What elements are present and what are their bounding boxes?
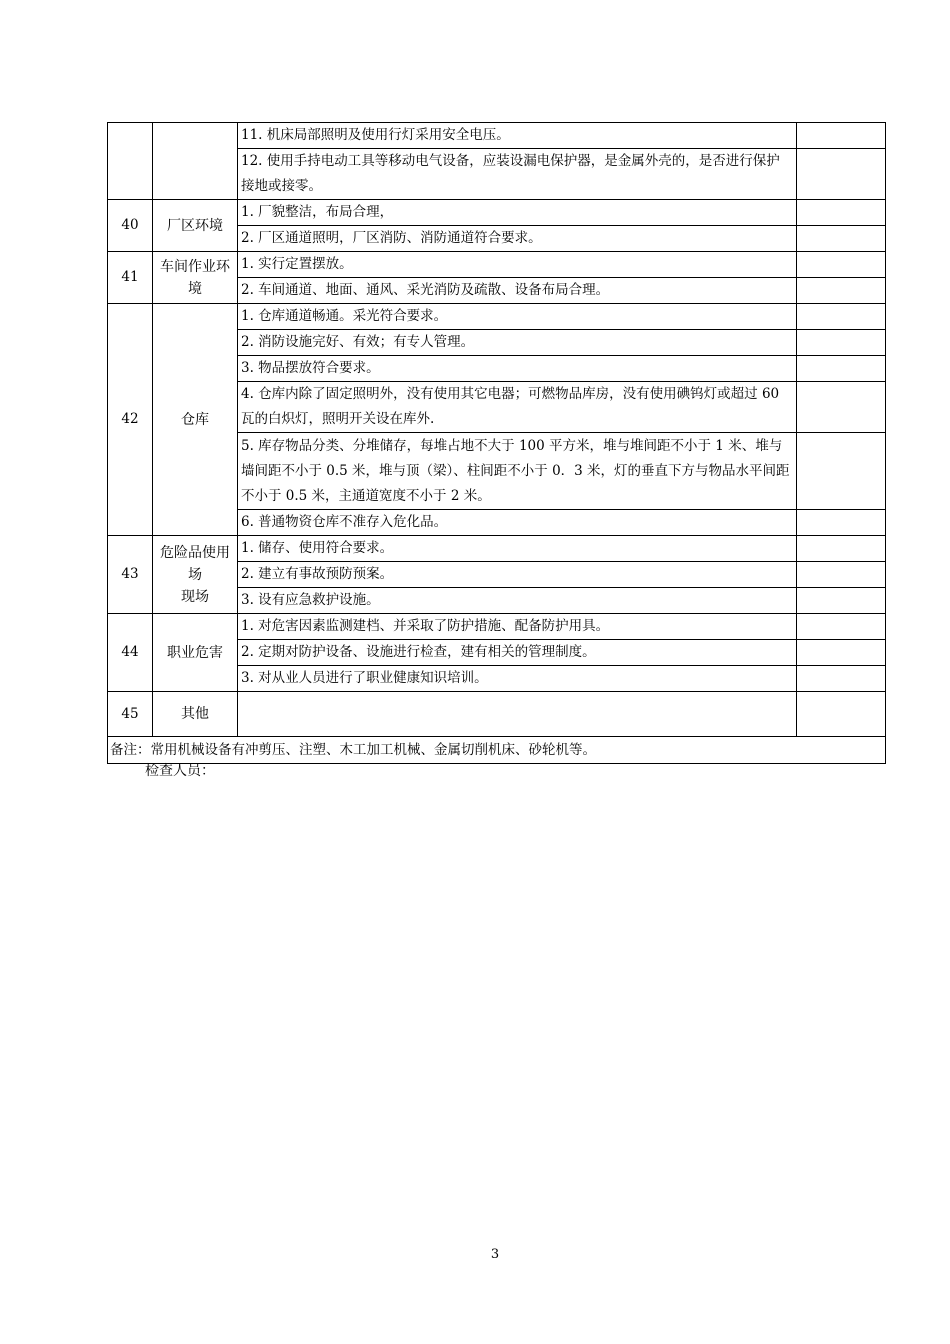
- table-row: [108, 304, 886, 330]
- table-row: [108, 614, 886, 640]
- row-number: 44: [108, 614, 153, 692]
- row-number: 43: [108, 536, 153, 614]
- check-item: 1. 储存、使用符合要求。: [238, 536, 797, 562]
- result-cell[interactable]: [797, 614, 886, 640]
- table-row: [108, 200, 886, 226]
- check-item: 1. 仓库通道畅通。采光符合要求。: [238, 304, 797, 330]
- check-item: 4. 仓库内除了固定照明外，没有使用其它电器；可燃物品库房，没有使用碘钨灯或超过 60 瓦的白炽灯，照明开关设在库外.: [238, 382, 797, 433]
- row-number: 45: [108, 692, 153, 737]
- result-cell[interactable]: [797, 588, 886, 614]
- result-cell[interactable]: [797, 640, 886, 666]
- check-item: 2. 消防设施完好、有效；有专人管理。: [238, 330, 797, 356]
- result-cell[interactable]: [797, 692, 886, 737]
- row-category: [153, 123, 238, 200]
- row-number: 41: [108, 252, 153, 304]
- result-cell[interactable]: [797, 562, 886, 588]
- check-item: 1. 对危害因素监测建档、并采取了防护措施、配备防护用具。: [238, 614, 797, 640]
- result-cell[interactable]: [797, 278, 886, 304]
- check-item: 3. 物品摆放符合要求。: [238, 356, 797, 382]
- check-item: 1. 实行定置摆放。: [238, 252, 797, 278]
- result-cell[interactable]: [797, 226, 886, 252]
- row-category: [153, 536, 238, 614]
- check-item: 2. 建立有事故预防预案。: [238, 562, 797, 588]
- note-row: [108, 737, 886, 764]
- page-number: 3: [490, 1247, 500, 1262]
- note-text: 备注：常用机械设备有冲剪压、注塑、木工加工机械、金属切削机床、砂轮机等。: [108, 737, 886, 764]
- check-item: 2. 定期对防护设备、设施进行检查，建有相关的管理制度。: [238, 640, 797, 666]
- check-item: 11. 机床局部照明及使用行灯采用安全电压。: [238, 123, 797, 149]
- result-cell[interactable]: [797, 149, 886, 200]
- row-category: 厂区环境: [153, 200, 238, 252]
- row-number: 40: [108, 200, 153, 252]
- result-cell[interactable]: [797, 666, 886, 692]
- result-cell[interactable]: [797, 382, 886, 433]
- result-cell[interactable]: [797, 433, 886, 510]
- check-item: 3. 设有应急救护设施。: [238, 588, 797, 614]
- check-item: 12. 使用手持电动工具等移动电气设备，应装设漏电保护器，是金属外壳的，是否进行保护接地或接零。: [238, 149, 797, 200]
- result-cell[interactable]: [797, 252, 886, 278]
- inspection-table: [107, 122, 886, 764]
- result-cell[interactable]: [797, 304, 886, 330]
- row-number: [108, 123, 153, 200]
- table-row: [108, 692, 886, 737]
- check-item: 3. 对从业人员进行了职业健康知识培训。: [238, 666, 797, 692]
- category-line: 危险品使用场: [160, 544, 230, 583]
- row-number: 42: [108, 304, 153, 536]
- result-cell[interactable]: [797, 330, 886, 356]
- table-row: [108, 536, 886, 562]
- row-category: 车间作业环境: [153, 252, 238, 304]
- row-category: 仓库: [153, 304, 238, 536]
- row-category: 职业危害: [153, 614, 238, 692]
- row-category: 其他: [153, 692, 238, 737]
- result-cell[interactable]: [797, 200, 886, 226]
- result-cell[interactable]: [797, 123, 886, 149]
- check-item: 5. 库存物品分类、分堆储存，每堆占地不大于 100 平方米，堆与堆间距不小于 1 米、堆与墙间距不小于 0.5 米，堆与顶（梁）、柱间距不小于 0．3 米，灯的垂直下方与物品水平间距不小于 0.5 米，主通道宽度不小于 2 米。: [238, 433, 797, 510]
- table-row: [108, 123, 886, 149]
- result-cell[interactable]: [797, 510, 886, 536]
- result-cell[interactable]: [797, 536, 886, 562]
- check-item[interactable]: [238, 692, 797, 737]
- table-row: [108, 252, 886, 278]
- check-item: 1. 厂貌整洁，布局合理，: [238, 200, 797, 226]
- inspector-label: 检查人员：: [145, 763, 215, 779]
- result-cell[interactable]: [797, 356, 886, 382]
- check-item: 6. 普通物资仓库不准存入危化品。: [238, 510, 797, 536]
- check-item: 2. 厂区通道照明，厂区消防、消防通道符合要求。: [238, 226, 797, 252]
- check-item: 2. 车间通道、地面、通风、采光消防及疏散、设备布局合理。: [238, 278, 797, 304]
- category-line: 现场: [181, 588, 209, 605]
